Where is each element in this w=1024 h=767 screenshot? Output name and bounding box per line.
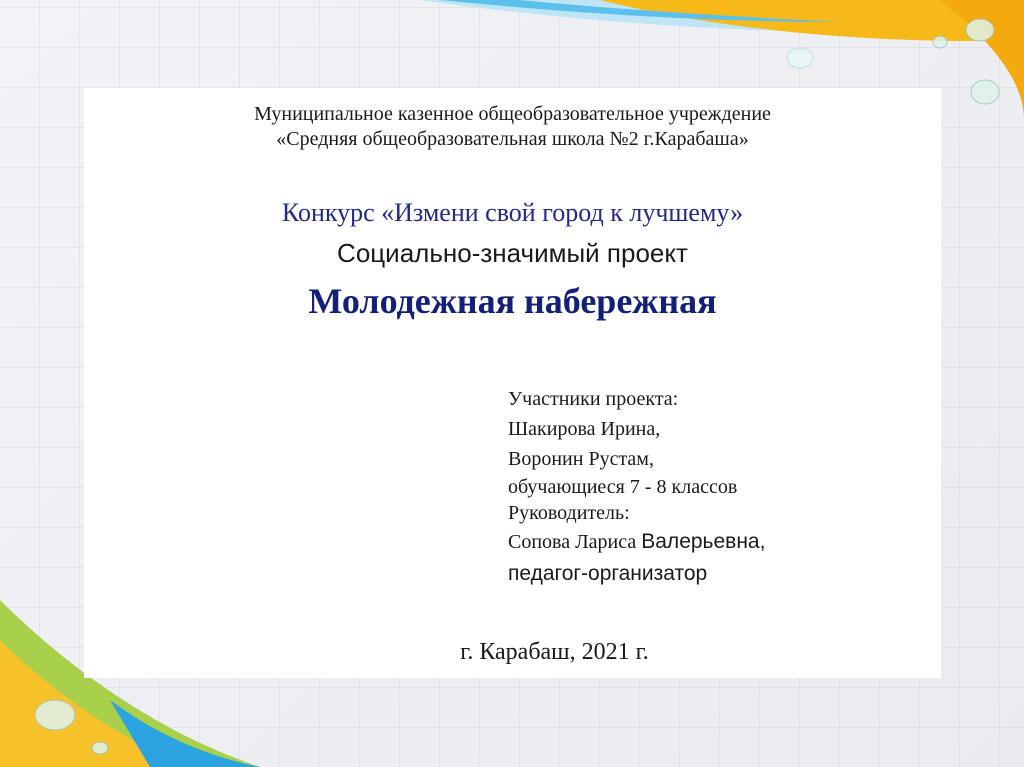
project-type: Социально-значимый проект xyxy=(337,238,688,268)
institution-line-1: Муниципальное казенное общеобразовательное учреждение xyxy=(254,103,771,125)
leader-name-part2: Валерьевна, xyxy=(641,530,766,553)
institution-line-2: «Средняя общеобразовательная школа №2 г.Карабаша» xyxy=(276,128,749,150)
participants-grades: обучающиеся 7 - 8 классов xyxy=(508,476,738,498)
project-title: Молодежная набережная xyxy=(308,281,717,321)
participant-1: Шакирова Ирина, xyxy=(508,418,661,440)
title-card xyxy=(84,88,941,678)
leader-heading: Руководитель: xyxy=(508,502,630,524)
participants-heading: Участники проекта: xyxy=(508,388,679,410)
leader-role: педагог-организатор xyxy=(508,562,708,585)
leader-name-part1: Сопова Лариса xyxy=(508,531,642,553)
city-year: г. Карабаш, 2021 г. xyxy=(460,639,649,665)
contest-name: Конкурс «Измени свой город к лучшему» xyxy=(281,198,744,227)
participants-block xyxy=(508,384,765,590)
leader-name xyxy=(508,526,765,558)
participant-2: Воронин Рустам, xyxy=(508,448,654,470)
